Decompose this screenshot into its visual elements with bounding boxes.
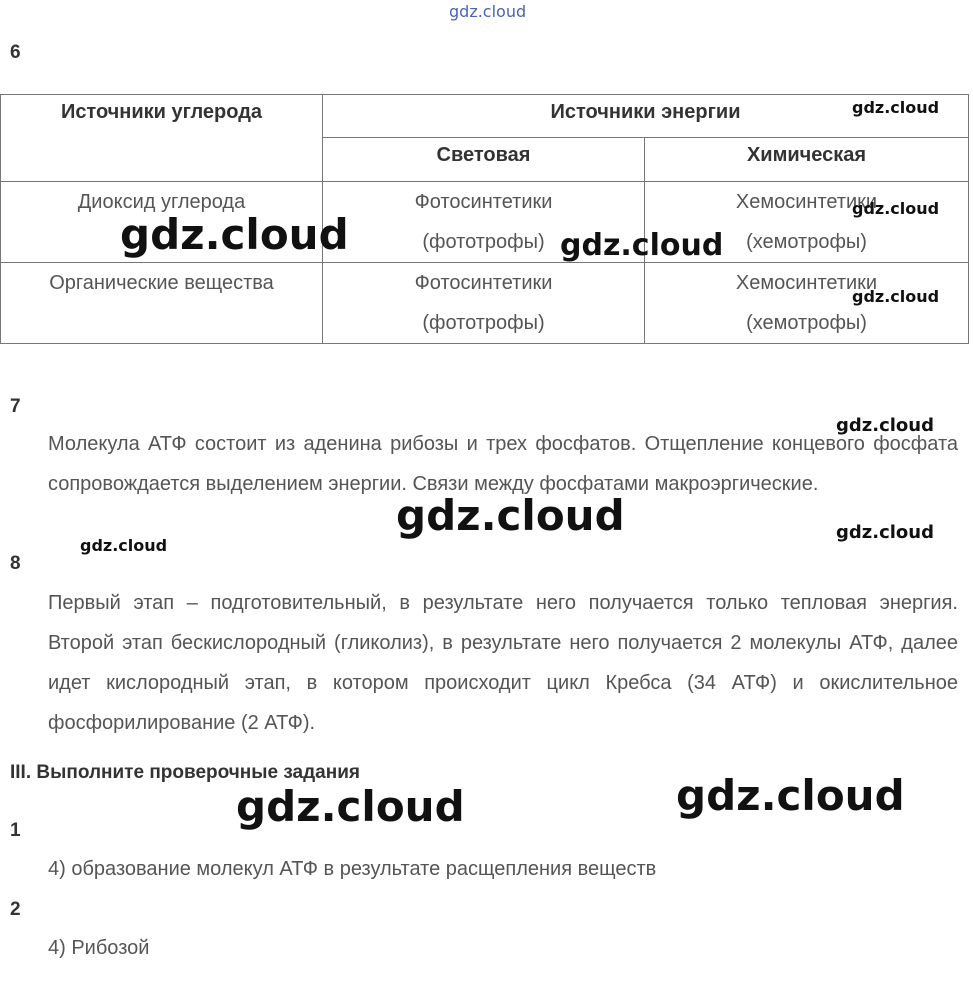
watermark: gdz.cloud [449, 2, 527, 21]
watermark: gdz.cloud [560, 228, 724, 263]
test-answer: 4) Рибозой [48, 937, 150, 959]
task-number: 6 [10, 42, 21, 63]
watermark: gdz.cloud [676, 771, 905, 820]
cell-carbon-source: Органические вещества [1, 263, 323, 344]
cell-carbon-source: Диоксид углерода [1, 182, 323, 263]
section-title: III. Выполните проверочные задания [10, 762, 360, 783]
task8-answer: Первый этап – подготовительный, в результате него получается только тепловая энергия. Второй этап бескислородный (гликолиз), в результате него получается 2 молекулы АТФ, далее идет кислородный этап, в котором происходит цикл Кребса (34 АТФ) и окислительное фосфорилирование (2 АТФ). [48, 592, 958, 734]
cell-chemical: Хемосинтетики (хемотрофы) [645, 182, 969, 263]
task-number: 2 [10, 899, 21, 920]
watermark: gdz.cloud [396, 491, 625, 540]
header-energy-sources: Источники энергии [323, 95, 969, 138]
cell-light: Фотосинтетики (фототрофы) [323, 263, 645, 344]
watermark: gdz.cloud [120, 210, 349, 259]
table-row [1, 263, 969, 344]
watermark: gdz.cloud [80, 536, 168, 555]
cell-light: Фотосинтетики (фототрофы) [323, 182, 645, 263]
task-number: 1 [10, 820, 21, 841]
watermark: gdz.cloud [836, 522, 934, 543]
header-carbon-sources: Источники углерода [1, 95, 323, 182]
watermark: gdz.cloud [852, 287, 940, 306]
watermark: gdz.cloud [852, 98, 940, 117]
task7-answer: Молекула АТФ состоит из аденина рибозы и трех фосфатов. Отщепление концевого фосфата сопровождается выделением энергии. Связи между фосфатами макроэргические. [48, 433, 958, 495]
task-number: 8 [10, 553, 21, 574]
header-light: Световая [323, 138, 645, 182]
task-number: 7 [10, 396, 21, 417]
header-chemical: Химическая [645, 138, 969, 182]
watermark: gdz.cloud [852, 199, 940, 218]
watermark: gdz.cloud [836, 415, 934, 436]
test-answer: 4) образование молекул АТФ в результате расщепления веществ [48, 858, 657, 880]
watermark: gdz.cloud [236, 782, 465, 831]
cell-chemical: Хемосинтетики (хемотрофы) [645, 263, 969, 344]
